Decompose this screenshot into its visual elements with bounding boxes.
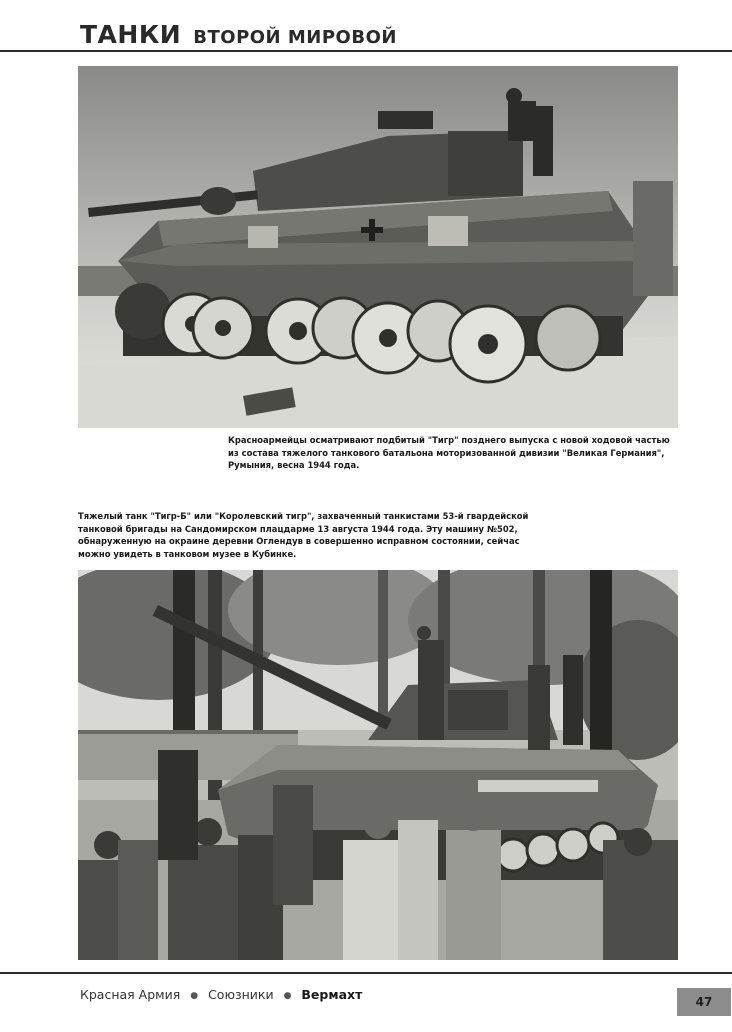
footer-section-nav [80, 987, 362, 1002]
caption-line: из состава тяжелого танкового батальона моторизованной дивизии "Великая Германия", [228, 447, 665, 458]
footer-rule [0, 972, 732, 974]
king-tiger-tank-illustration [78, 570, 678, 960]
page-header-title [80, 20, 397, 49]
caption-line: Румыния, весна 1944 года. [228, 460, 360, 471]
king-tiger-photo-caption [78, 510, 678, 561]
caption-line: танковой бригады на Сандомирском плацдарме 13 августа 1944 года. Эту машину №502, [78, 523, 518, 534]
bullet-separator-icon: ● [283, 991, 292, 1001]
header-rule [0, 50, 732, 52]
header-title-main: ТАНКИ [80, 20, 182, 49]
bullet-separator-icon: ● [190, 991, 199, 1001]
footer-nav-item-wehrmacht: Вермахт [301, 987, 363, 1002]
caption-line: Тяжелый танк "Тигр-Б" или "Королевский тигр", захваченный танкистами 53-й гвардейской [78, 511, 529, 521]
tiger-tank-photo [78, 66, 678, 428]
page-number: 47 [677, 988, 731, 1016]
caption-line: Красноармейцы осматривают подбитый "Тигр" позднего выпуска с новой ходовой частью [228, 435, 670, 445]
tiger-photo-caption [228, 434, 680, 472]
king-tiger-tank-photo [78, 570, 678, 960]
tiger-tank-illustration [78, 66, 678, 428]
header-title-sub: ВТОРОЙ МИРОВОЙ [193, 27, 397, 48]
footer-nav-item-red-army: Красная Армия [80, 987, 181, 1002]
caption-line: обнаруженную на окраине деревни Оглендув в совершенно исправном состоянии, сейчас [78, 536, 520, 547]
footer-nav-item-allies: Союзники [208, 987, 274, 1002]
caption-line: можно увидеть в танковом музее в Кубинке. [78, 549, 297, 560]
